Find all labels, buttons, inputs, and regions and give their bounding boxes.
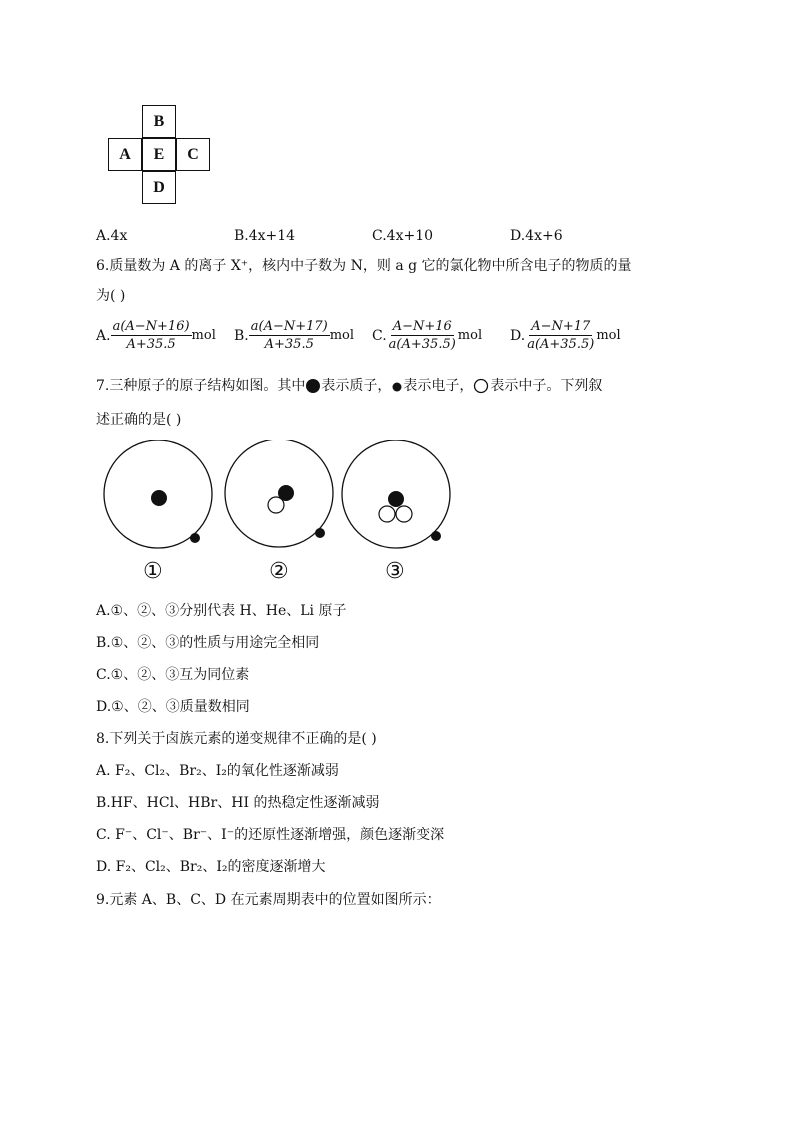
q6-option-c	[372, 318, 484, 353]
q5-option-d: D.4x+6	[510, 228, 563, 244]
electron-icon	[190, 533, 200, 543]
numerator: A−N+17	[531, 319, 591, 334]
denominator: A+35.5	[126, 337, 176, 352]
q7-option-d: D.①、②、③质量数相同	[96, 699, 250, 715]
neutron-icon	[268, 497, 284, 513]
atom-3-label: ③	[385, 559, 405, 584]
q7-stem-part2: 表示质子，	[321, 378, 392, 394]
fraction	[249, 318, 330, 353]
q7-stem-line2: 述正确的是( )	[96, 412, 182, 428]
atom-2	[225, 440, 333, 547]
q7-stem-part3: 表示电子，	[403, 378, 474, 394]
q5-option-c: C.4x+10	[372, 228, 434, 244]
atom-1-label: ①	[143, 559, 163, 584]
fraction	[525, 318, 596, 353]
q7-stem-part1: 7.三种原子的原子结构如图。其中	[96, 378, 306, 394]
unit: mol	[457, 328, 483, 343]
q8-option-a: A. F₂、Cl₂、Br₂、I₂的氧化性逐渐减弱	[96, 763, 339, 779]
unit: mol	[191, 328, 216, 343]
grid-cell-b: B	[142, 105, 176, 138]
atom-1	[104, 440, 212, 548]
q7-option-c: C.①、②、③互为同位素	[96, 667, 250, 683]
q6-option-d	[510, 318, 623, 353]
fraction	[387, 318, 458, 353]
q7-stem-part4: 表示中子。下列叙	[490, 378, 603, 394]
atom-3	[342, 440, 450, 548]
neutron-icon	[379, 506, 395, 522]
proton-symbol-icon	[305, 378, 321, 394]
q8-option-d: D. F₂、Cl₂、Br₂、I₂的密度逐渐增大	[96, 859, 326, 875]
numerator: a(A−N+17)	[250, 319, 328, 334]
neutron-symbol-icon	[473, 378, 490, 394]
option-letter: B.	[234, 327, 249, 344]
grid-cell-a: A	[108, 138, 142, 171]
q7-stem-line1	[96, 376, 602, 396]
grid-cell-e: E	[142, 138, 176, 171]
q6-stem-line1: 6.质量数为 A 的离子 X⁺，核内中子数为 N，则 a g 它的氯化物中所含电子的物质的量	[96, 258, 632, 274]
unit: mol	[596, 328, 621, 343]
fraction	[111, 318, 192, 353]
electron-icon	[431, 531, 441, 541]
unit: mol	[329, 328, 355, 343]
denominator: a(A+35.5)	[388, 337, 456, 352]
q6-stem-line2: 为( )	[96, 288, 126, 304]
q6-option-a	[96, 318, 218, 353]
q8-stem: 8.下列关于卤族元素的递变规律不正确的是( )	[96, 731, 377, 747]
denominator: A+35.5	[264, 337, 314, 352]
q7-option-a: A.①、②、③分别代表 H、He、Li 原子	[96, 603, 347, 619]
option-letter: C.	[372, 327, 387, 344]
electron-symbol-icon	[391, 379, 403, 393]
q7-option-b: B.①、②、③的性质与用途完全相同	[96, 635, 320, 651]
grid-cell-c: C	[176, 138, 210, 171]
option-letter: D.	[510, 327, 526, 344]
proton-icon	[388, 491, 404, 507]
grid-cell-d: D	[142, 171, 176, 204]
q5-option-a: A.4x	[96, 228, 128, 244]
neutron-icon	[396, 506, 412, 522]
atom-2-label: ②	[269, 559, 289, 584]
denominator: a(A+35.5)	[527, 337, 595, 352]
numerator: A−N+16	[392, 319, 452, 334]
q6-option-b	[234, 318, 356, 353]
q8-option-c: C. F⁻、Cl⁻、Br⁻、I⁻的还原性逐渐增强，颜色逐渐变深	[96, 827, 445, 843]
numerator: a(A−N+16)	[112, 319, 190, 334]
option-letter: A.	[96, 327, 111, 344]
proton-icon	[151, 490, 167, 506]
atom-diagrams	[96, 440, 456, 550]
q9-stem: 9.元素 A、B、C、D 在元素周期表中的位置如图所示：	[96, 892, 441, 908]
q5-option-b: B.4x+14	[234, 228, 296, 244]
q8-option-b: B.HF、HCl、HBr、HI 的热稳定性逐渐减弱	[96, 795, 380, 811]
electron-icon	[315, 528, 325, 538]
